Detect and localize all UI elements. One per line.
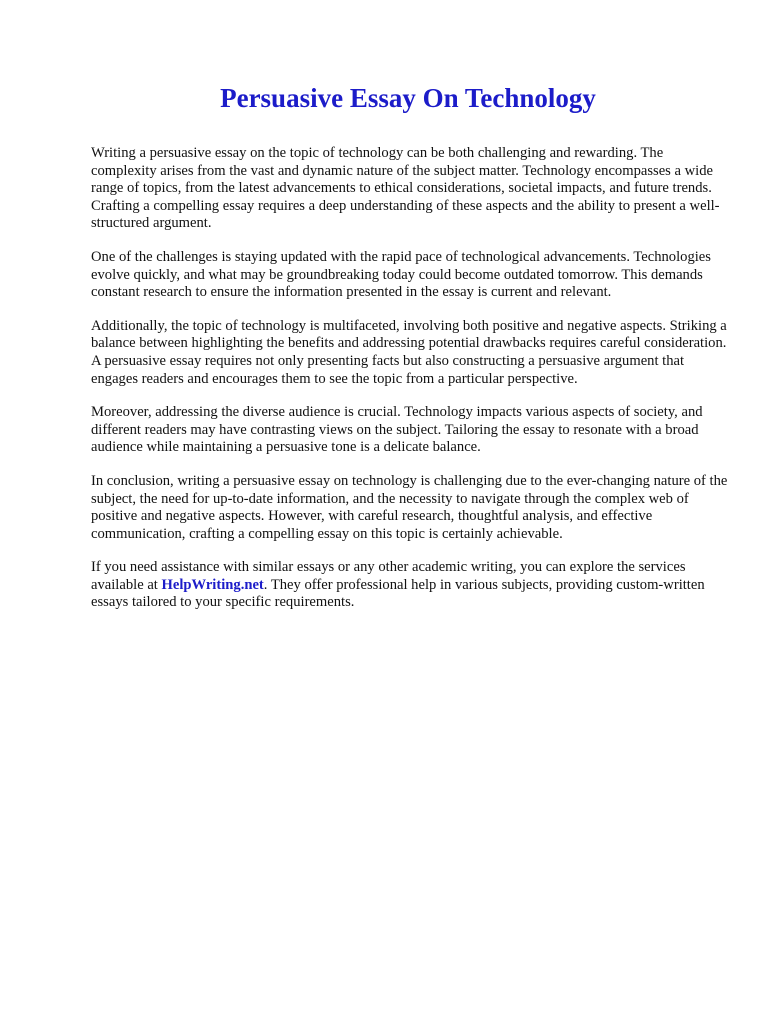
paragraph-multifaceted: Additionally, the topic of technology is multifaceted, involving both positive and negative aspects. Striking a balance between highlighting the benefits and addressing potential drawbacks requires careful consideration. A persuasive essay requires not only presenting facts but also constructing a persuasive argument that engages readers and encourages them to see the topic from a particular perspective. — [91, 317, 727, 387]
paragraph-intro: Writing a persuasive essay on the topic of technology can be both challenging and rewarding. The complexity arises from the vast and dynamic nature of the subject matter. Technology encompasses a wide range of topics, from the latest advancements to ethical considerations, societal impacts, and future trends. Crafting a compelling essay requires a deep understanding of these aspects and the ability to present a well-structured argument. — [91, 145, 720, 232]
paragraph-challenges: One of the challenges is staying updated with the rapid pace of technological advancements. Technologies evolve quickly, and what may be groundbreaking today could become outdated tomorrow. This demands constant research to ensure the information presented in the essay is current and relevant. — [91, 248, 711, 301]
closing-text-after-link: . They offer professional help in various subjects, providing custom-written essays tailored to your specific requirements. — [91, 576, 705, 611]
helpwriting-link[interactable]: HelpWriting.net — [161, 576, 264, 593]
essay-body — [91, 145, 731, 628]
paragraph-audience: Moreover, addressing the diverse audience is crucial. Technology impacts various aspects of society, and different readers may have contrasting views on the subject. Tailoring the essay to resonate with a broad audience while maintaining a persuasive tone is a delicate balance. — [91, 404, 703, 456]
page-title: Persuasive Essay On Technology — [220, 83, 596, 113]
paragraph-closing — [91, 559, 731, 612]
closing-text-before-link: If you need assistance with similar essays or any other academic writing, you can explore the services available at — [91, 559, 686, 593]
paragraph-conclusion: In conclusion, writing a persuasive essay on technology is challenging due to the ever-changing nature of the subject, the need for up-to-date information, and the necessity to navigate through the complex web of positive and negative aspects. However, with careful research, thoughtful analysis, and effective communication, crafting a compelling essay on this topic is certainly achievable. — [91, 472, 728, 542]
